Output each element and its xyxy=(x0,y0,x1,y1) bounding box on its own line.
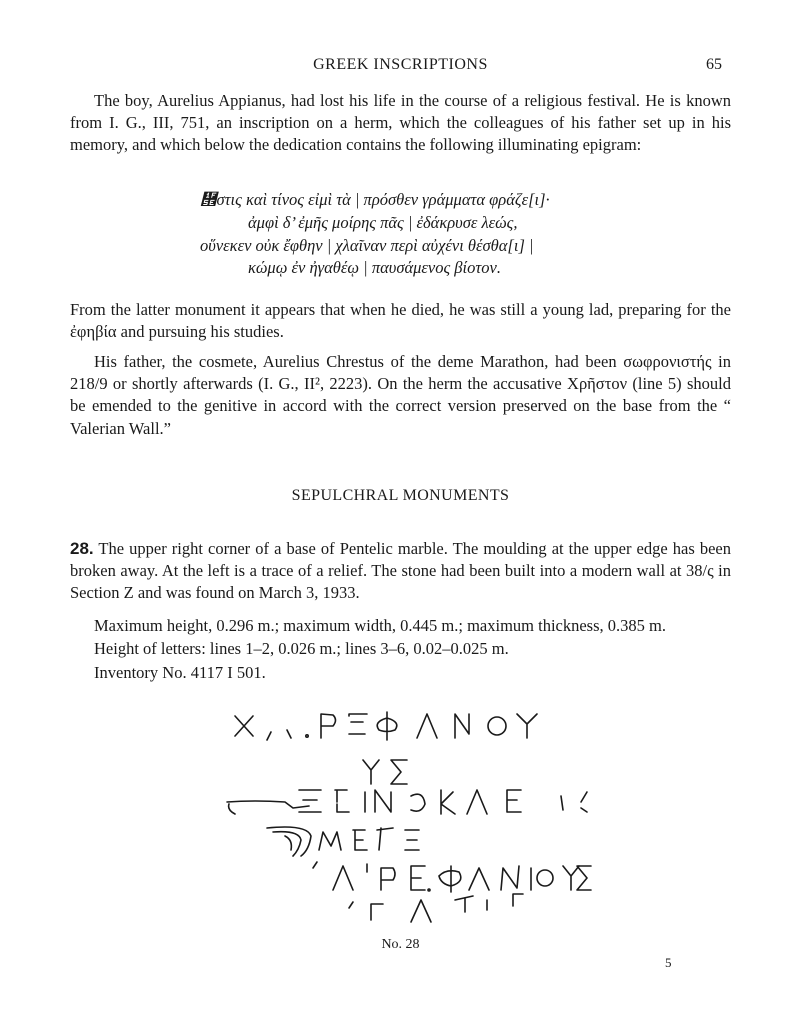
epigram-line-3: οὕνεκεν οὐκ ἔφθην | χλαῖναν περὶ αὐχένι θέσθα[ι] | xyxy=(200,235,534,255)
entry-description: The upper right corner of a base of Pentelic marble. The moulding at the upper edge has been broken away. At the left is a trace of a relief. The stone had been built into a modern wall at 38/ς in Section Z and was found on March 3, 1933. xyxy=(70,539,731,603)
sheet-signature-mark: 5 xyxy=(665,955,672,970)
epigram-line-4: κώμῳ ἐν ἠγαθέῳ | παυσάμενος βίοτον. xyxy=(248,258,501,278)
figure-caption: No. 28 xyxy=(381,937,420,952)
entry-measurements: Maximum height, 0.296 m.; maximum width, 0.445 m.; maximum thickness, 0.385 m. xyxy=(94,616,666,635)
entry-description-paragraph xyxy=(70,538,731,605)
entry-number: 28. xyxy=(70,539,94,558)
paragraph-three: His father, the cosmete, Aurelius Chrestus of the deme Marathon, had been σωφρονιστής in 218/9 or shortly afterwards (I. G., II², 2223). On the herm the accusative Χρῆστον (line 5) should be emended to the genitive in accord with the correct version preserved on the base from the “ Valerian Wall.” xyxy=(70,352,731,438)
epigram-line-2: ἀμφὶ δ’ ἐμῆς μοίρης πᾶς | ἐδάκρυσε λεώς, xyxy=(248,212,518,232)
inscription-facsimile-drawing xyxy=(215,700,595,925)
section-heading: SEPULCHRAL MONUMENTS xyxy=(291,487,510,504)
epigram-line-1: ὞στις καὶ τίνος εἰμὶ τὰ | πρόσθεν γράμματα φράζε[ι]· xyxy=(200,190,550,209)
running-title: GREEK INSCRIPTIONS xyxy=(313,56,488,73)
entry-letter-heights: Height of letters: lines 1–2, 0.026 m.; lines 3–6, 0.02–0.025 m. xyxy=(94,639,509,658)
paragraph-two: From the latter monument it appears that when he died, he was still a young lad, preparing for the ἐφηβία and pursuing his studies. xyxy=(70,300,731,342)
epigram-block xyxy=(200,189,550,280)
page-number: 65 xyxy=(706,56,722,73)
intro-paragraph: The boy, Aurelius Appianus, had lost his life in the course of a religious festival. He is known from I. G., III, 751, an inscription on a herm, which the colleagues of his father set up in his memory, and which below the dedication contains the following illuminating epigram: xyxy=(70,91,731,155)
entry-inventory: Inventory No. 4117 I 501. xyxy=(94,663,266,682)
